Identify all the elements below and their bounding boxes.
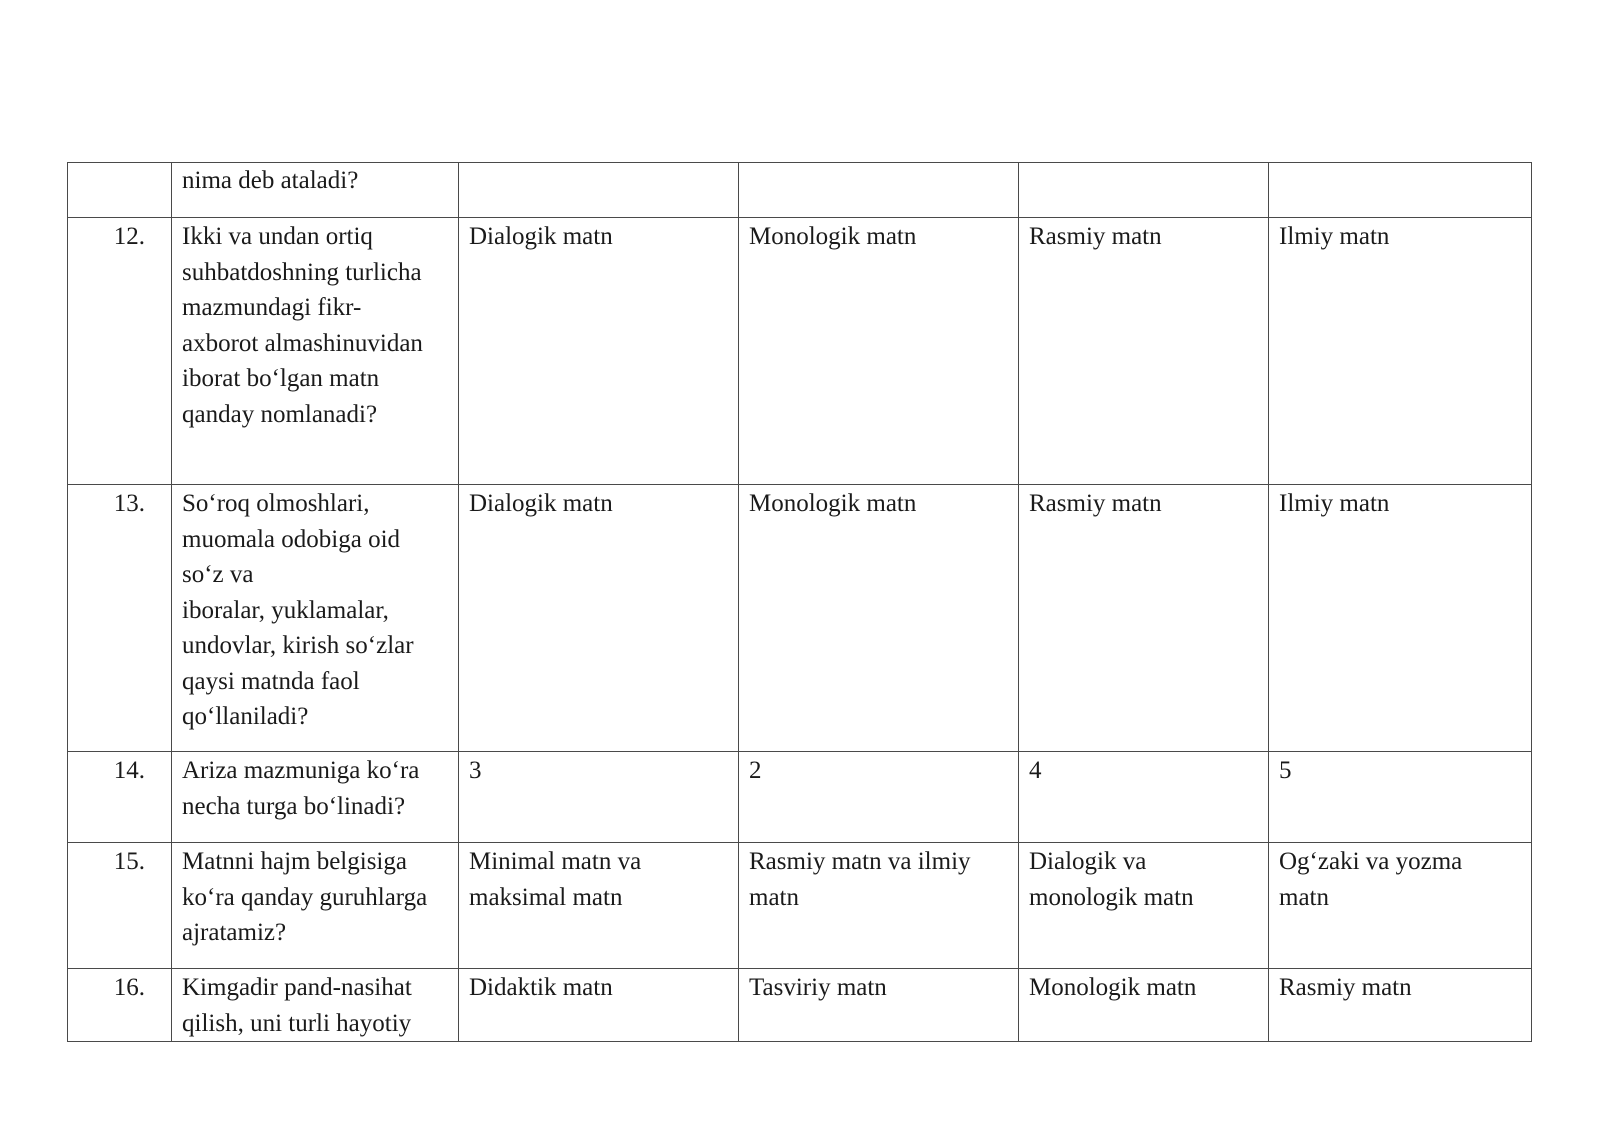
option-cell <box>1019 163 1269 218</box>
option-cell: Tasviriy matn <box>739 969 1019 1042</box>
question-number-cell: 16. <box>68 969 172 1042</box>
option-cell <box>459 163 739 218</box>
question-number-cell: 12. <box>68 218 172 485</box>
question-cell: Matnni hajm belgisiga ko‘ra qanday guruhlarga ajratamiz? <box>172 843 459 969</box>
option-cell <box>739 163 1019 218</box>
table-row <box>68 163 1532 218</box>
option-cell: Rasmiy matn va ilmiy matn <box>739 843 1019 969</box>
option-cell: 3 <box>459 752 739 843</box>
question-cell: nima deb ataladi? <box>172 163 459 218</box>
option-cell: Monologik matn <box>1019 969 1269 1042</box>
question-cell: Ikki va undan ortiq suhbatdoshning turlicha mazmundagi fikr- axborot almashinuvidan iborat bo‘lgan matn qanday nomlanadi? <box>172 218 459 485</box>
table-row <box>68 218 1532 485</box>
question-number-cell: 15. <box>68 843 172 969</box>
question-number-cell: 14. <box>68 752 172 843</box>
question-cell: So‘roq olmoshlari, muomala odobiga oid so‘z va iboralar, yuklamalar, undovlar, kirish so‘zlar qaysi matnda faol qo‘llaniladi? <box>172 485 459 752</box>
table-row <box>68 843 1532 969</box>
question-number-cell: 13. <box>68 485 172 752</box>
option-cell: Rasmiy matn <box>1269 969 1532 1042</box>
option-cell: Rasmiy matn <box>1019 218 1269 485</box>
option-cell: Ilmiy matn <box>1269 485 1532 752</box>
option-cell: 2 <box>739 752 1019 843</box>
option-cell <box>1269 163 1532 218</box>
option-cell: 4 <box>1019 752 1269 843</box>
question-cell: Kimgadir pand-nasihat qilish, uni turli hayotiy <box>172 969 459 1042</box>
option-cell: Og‘zaki va yozma matn <box>1269 843 1532 969</box>
option-cell: Monologik matn <box>739 218 1019 485</box>
table-row <box>68 969 1532 1042</box>
question-cell: Ariza mazmuniga ko‘ra necha turga bo‘linadi? <box>172 752 459 843</box>
option-cell: Dialogik va monologik matn <box>1019 843 1269 969</box>
option-cell: Monologik matn <box>739 485 1019 752</box>
option-cell: 5 <box>1269 752 1532 843</box>
option-cell: Minimal matn va maksimal matn <box>459 843 739 969</box>
option-cell: Ilmiy matn <box>1269 218 1532 485</box>
table-row <box>68 485 1532 752</box>
option-cell: Dialogik matn <box>459 485 739 752</box>
option-cell: Didaktik matn <box>459 969 739 1042</box>
table-row <box>68 752 1532 843</box>
option-cell: Rasmiy matn <box>1019 485 1269 752</box>
option-cell: Dialogik matn <box>459 218 739 485</box>
quiz-table <box>67 162 1532 1042</box>
question-number-cell <box>68 163 172 218</box>
